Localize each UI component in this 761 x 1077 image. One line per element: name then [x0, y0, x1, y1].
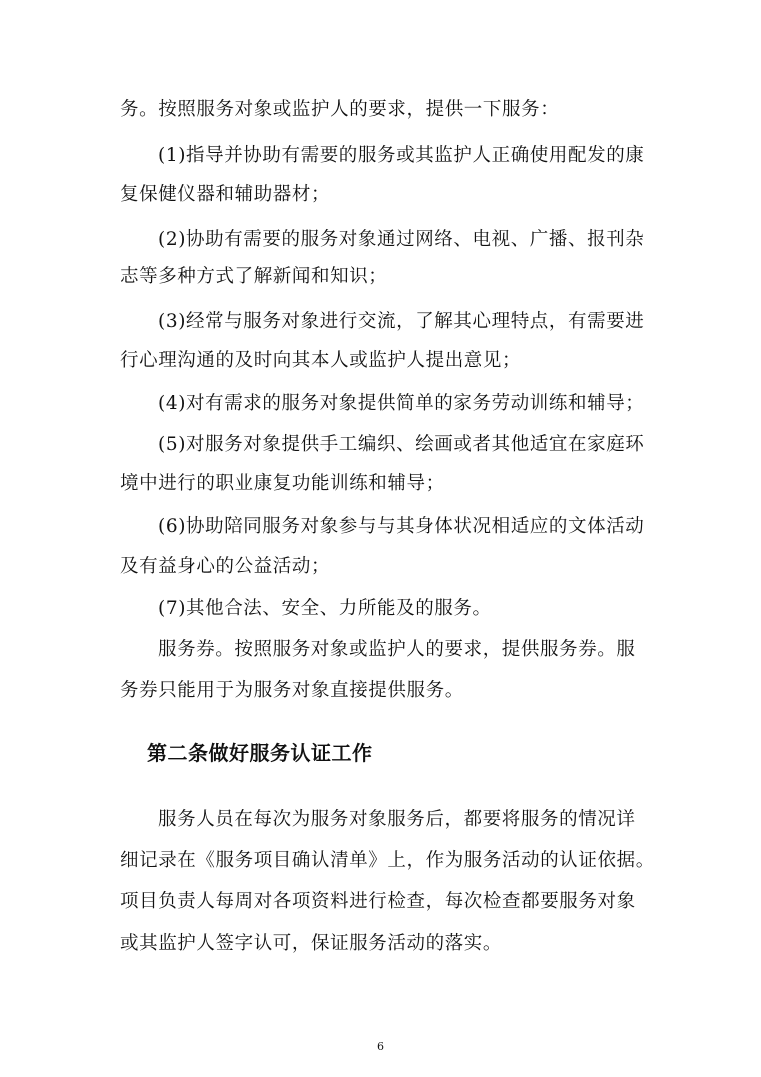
- item-4-line-1: (4)对有需求的服务对象提供简单的家务劳动训练和辅导；: [158, 393, 645, 414]
- item-2-line-2: 志等多种方式了解新闻和知识；: [120, 266, 388, 287]
- voucher-line-1: 服务券。按照服务对象或监护人的要求，提供服务券。服: [158, 639, 636, 660]
- item-3-line-2: 行心理沟通的及时向其本人或监护人提出意见；: [120, 350, 522, 371]
- closing-line-2: 细记录在《服务项目确认清单》上，作为服务活动的认证依据。: [120, 850, 655, 871]
- item-7-line-1: (7)其他合法、安全、力所能及的服务。: [158, 598, 492, 619]
- voucher-line-2: 务券只能用于为服务对象直接提供服务。: [120, 680, 464, 701]
- intro-line: 务。按照服务对象或监护人的要求，提供一下服务：: [120, 99, 560, 120]
- item-5-line-2: 境中进行的职业康复功能训练和辅导；: [120, 473, 445, 494]
- closing-line-3: 项目负责人每周对各项资料进行检查，每次检查都要服务对象: [120, 891, 636, 912]
- item-1-line-2: 复保健仪器和辅助器材；: [120, 184, 331, 205]
- closing-line-4: 或其监护人签字认可，保证服务活动的落实。: [120, 933, 503, 954]
- item-2-line-1: (2)协助有需要的服务对象通过网络、电视、广播、报刊杂: [158, 229, 645, 250]
- section-heading: 第二条做好服务认证工作: [147, 741, 373, 765]
- item-1-line-1: (1)指导并协助有需要的服务或其监护人正确使用配发的康: [158, 145, 645, 166]
- page-number: 6: [377, 1040, 384, 1053]
- item-5-line-1: (5)对服务对象提供手工编织、绘画或者其他适宜在家庭环: [158, 434, 645, 455]
- item-6-line-1: (6)协助陪同服务对象参与与其身体状况相适应的文体活动: [158, 516, 645, 537]
- item-6-line-2: 及有益身心的公益活动；: [120, 556, 331, 577]
- item-3-line-1: (3)经常与服务对象进行交流，了解其心理特点，有需要进: [158, 311, 645, 332]
- closing-line-1: 服务人员在每次为服务对象服务后，都要将服务的情况详: [158, 809, 636, 830]
